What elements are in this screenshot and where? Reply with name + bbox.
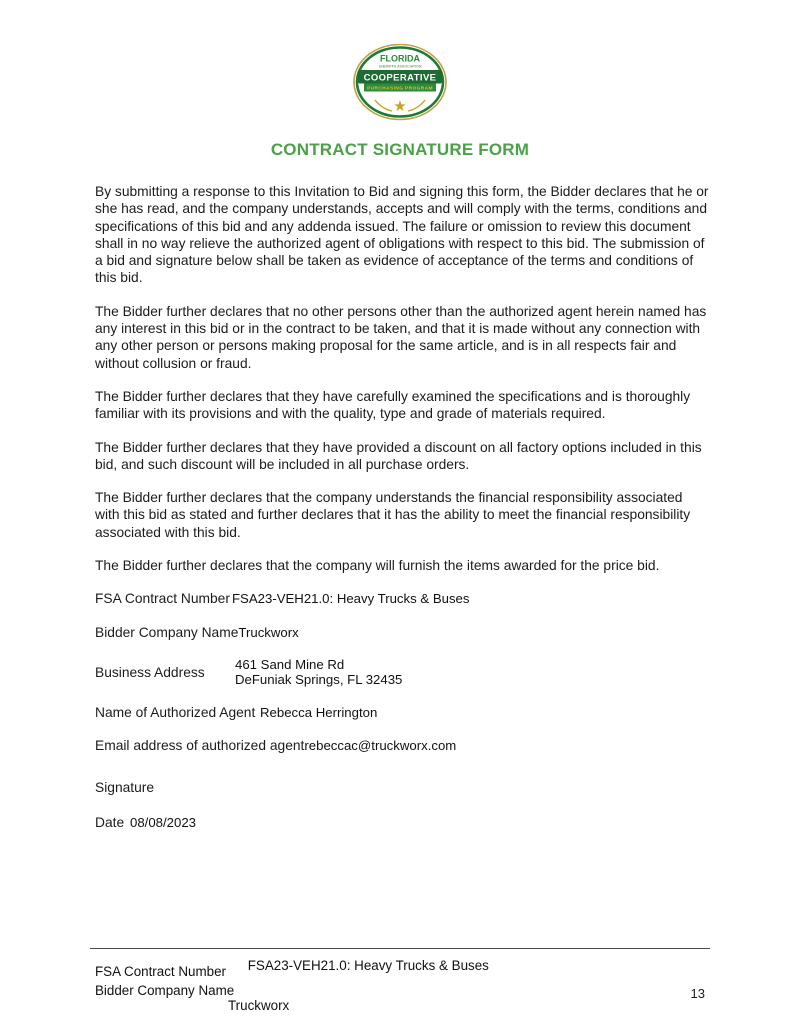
footer-company-name-value: Truckworx [228,998,290,1013]
logo-sheriffs-text: SHERIFFS ASSOCIATION [378,64,422,69]
signature-field[interactable] [154,779,374,795]
authorized-agent-name-field[interactable]: Rebecca Herrington [260,704,378,720]
paragraph-declaration-1: By submitting a response to this Invitation to Bid and signing this form, the Bidder declares that he or she has read, and the company understands, accepts and will comply with the terms, conditions and specifications of this bid and any addenda issued. The failure or omission to review this document shall in no way relieve the authorized agent of obligations with respect to this bid. The submission of a bid and signature below shall be taken as evidence of acceptance of the terms and conditions of this bid. [95,184,709,286]
business-address-line-2: DeFuniak Springs, FL 32435 [235,672,403,688]
date-field[interactable]: 08/08/2023 [130,814,197,830]
field-row-signature [95,779,710,796]
footer-contract-row [95,958,489,979]
form-fields [95,590,710,831]
authorized-agent-email-field[interactable]: rebeccac@truckworx.com [304,738,457,754]
field-row-authorized-agent-email [95,737,710,754]
business-address-field[interactable] [235,657,402,688]
document-body [0,160,800,831]
field-row-fsa-contract-number [95,590,710,607]
footer-contract-number-value: FSA23-VEH21.0: Heavy Trucks & Buses [247,958,489,973]
paragraph-declaration-3: The Bidder further declares that they have carefully examined the specifications and is thoroughly familiar with its provisions and with the quality, type and grade of materials required. [95,388,691,422]
page-number: 13 [690,986,705,1001]
signature-label: Signature [95,779,155,795]
business-address-line-1: 461 Sand Mine Rd [235,656,345,672]
field-row-bidder-company-name [95,624,710,641]
document-header [0,0,800,160]
fsa-logo [353,44,447,122]
fsa-contract-number-field[interactable]: FSA23-VEH21.0: Heavy Trucks & Buses [232,591,470,607]
paragraph-declaration-4: The Bidder further declares that they have provided a discount on all factory options included in this bid, and such discount will be included in all purchase orders. [95,439,702,472]
logo-purchasing-text: PURCHASING PROGRAM [367,86,433,92]
logo-florida-text: FLORIDA [380,53,420,64]
field-row-business-address [95,657,710,688]
paragraph-declaration-2: The Bidder further declares that no other persons other than the authorized agent herein named has any interest in this bid or in the contract to be taken, and that it is made without any connection with any other person or persons making proposal for the same article, and is in all respects fair and without collusion or fraud. [95,303,707,371]
page-title: CONTRACT SIGNATURE FORM [270,140,530,159]
footer-divider [90,948,710,949]
paragraph-declaration-5: The Bidder further declares that the company understands the financial responsibility associated with this bid as stated and further declares that it has the ability to meet the financial responsibility associated with this bid. [95,490,691,540]
footer-company-name-label: Bidder Company Name [95,983,235,998]
bidder-company-name-field[interactable]: Truckworx [238,624,299,640]
field-row-authorized-agent-name [95,704,710,721]
authorized-agent-email-label: Email address of authorized agent [95,738,305,754]
authorized-agent-name-label: Name of Authorized Agent [95,704,256,720]
logo-cooperative-text: COOPERATIVE [363,72,437,84]
fsa-contract-number-label: FSA Contract Number [95,591,230,607]
date-label: Date [95,814,125,830]
paragraph-declaration-6: The Bidder further declares that the company will furnish the items awarded for the price bid. [95,558,660,574]
business-address-label: Business Address [95,664,205,680]
field-row-date [95,814,710,831]
bidder-company-name-label: Bidder Company Name [95,624,239,640]
footer-contract-number-label: FSA Contract Number [95,964,226,979]
fsa-logo-graphic [353,44,447,122]
star-icon: ★ [393,98,407,115]
